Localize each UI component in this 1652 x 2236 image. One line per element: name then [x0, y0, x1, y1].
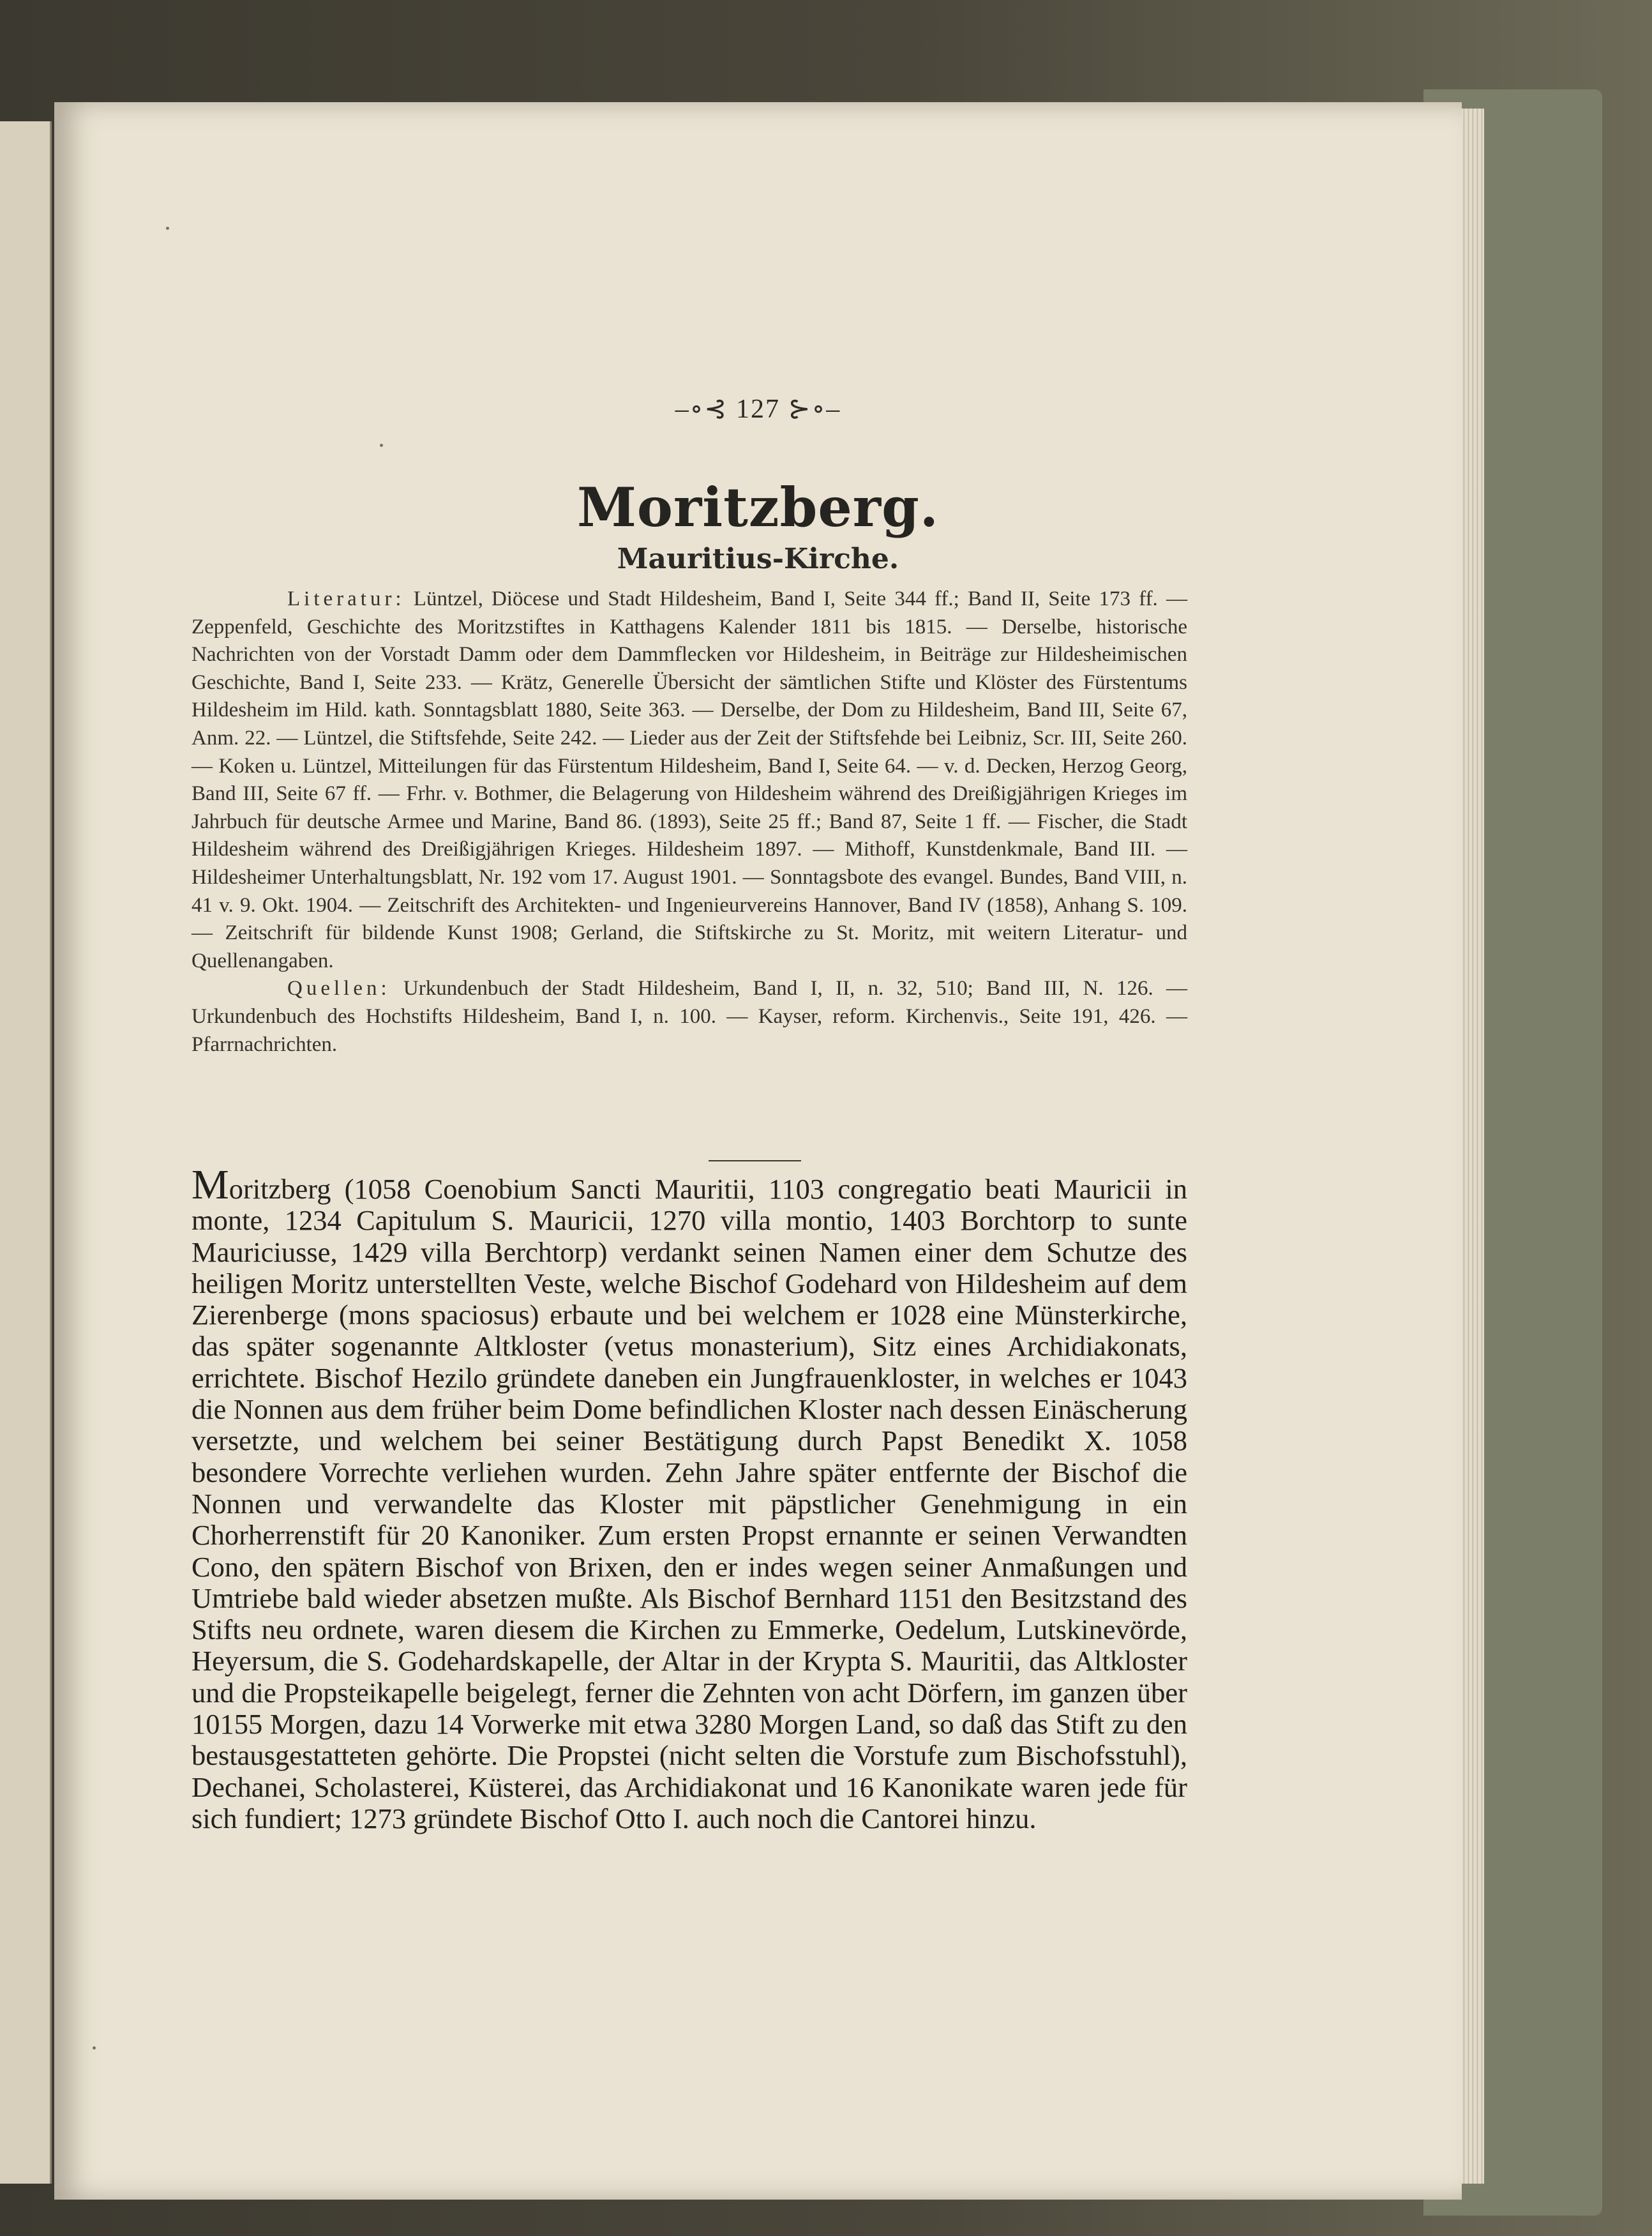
book-page: [54, 102, 1462, 2200]
page-subtitle: Mauritius-Kirche.: [617, 543, 899, 575]
page-number: –∘⊰ 127 ⊱∘–: [675, 395, 841, 424]
sources-label: Quellen:: [287, 977, 391, 1001]
initial-letter: M: [191, 1161, 229, 1208]
facing-page-edge: [0, 121, 52, 2184]
body-paragraph: [191, 1161, 1187, 1834]
body-text: [191, 1161, 1187, 1834]
body-paragraph-text: oritzberg (1058 Coenobium Sancti Mauritii, 1103 congregatio beati Mauricii in monte, 1234 Capitulum S. Mauricii, 1270 villa montio, 1403 Borchtorp to sunte Mauriciusse, 1429 villa Berchtorp) verdankt seinen Namen einer dem Schutze des heiligen Moritz unterstellten Veste, welche Bischof Godehard von Hildesheim auf dem Zierenberge (mons spaciosus) erbaute und bei welchem er 1028 eine Münsterkirche, das später sogenannte Altkloster (vetus monasterium), Sitz eines Archidiakonats, errichtete. Bischof Hezilo gründete daneben ein Jungfrauenkloster, in welches er 1043 die Nonnen aus dem früher beim Dome befindlichen Kloster nach dessen Einäscherung versetzte, und welchem bei seiner Bestätigung durch Papst Benedikt X. 1058 besondere Vorrechte verliehen wurden. Zehn Jahre später entfernte der Bischof die Nonnen und verwandelte das Kloster mit päpstlicher Genehmigung in ein Chorherrenstift für 20 Kanoniker. Zum ersten Propst ernannte er seinen Verwandten Cono, den spätern Bischof von Brixen, den er indes wegen seiner Anmaßungen und Umtriebe bald wieder absetzen mußte. Als Bischof Bernhard 1151 den Besitzstand des Stifts neu ordnete, waren diesem die Kirchen zu Emmerke, Oedelum, Lutskinevörde, Heyersum, die S. Godehardskapelle, der Altar in der Krypta S. Mauritii, das Altkloster und die Propsteikapelle beigelegt, ferner die Zehnten von acht Dörfern, im ganzen über 10155 Morgen, dazu 14 Vorwerke mit etwa 3280 Morgen Land, so daß das Stift zu den bestausgestatteten gehörte. Die Propstei (nicht selten die Vorstufe zum Bischofsstuhl), Dechanei, Scholasterei, Küsterei, das Archidiakonat und 16 Kanonikate waren jede für sich fundiert; 1273 gründete Bischof Otto I. auch noch die Cantorei hinzu.: [191, 1173, 1187, 1834]
page-title: Moritzberg.: [576, 476, 940, 539]
sources-text: Urkundenbuch der Stadt Hildesheim, Band I, II, n. 32, 510; Band III, N. 126. — Urkundenbuch des Hochstifts Hildesheim, Band I, n. 100. — Kayser, reform. Kirchenvis., Seite 191, 426. — Pfarrnachrichten.: [191, 977, 1187, 1056]
literature-paragraph: [191, 585, 1187, 975]
bibliography-block: [191, 585, 1187, 1059]
literature-label: Literatur:: [287, 587, 405, 610]
literature-text: Lüntzel, Diöcese und Stadt Hildesheim, Band I, Seite 344 ff.; Band II, Seite 173 ff. — Zeppenfeld, Geschichte des Moritzstiftes in Katthagens Kalender 1811 bis 1815. — Derselbe, historische Nachrichten von der Vorstadt Damm oder dem Dammflecken vor Hildesheim, in Beiträge zur Hildesheimischen Geschichte, Band I, Seite 233. — Krätz, Generelle Übersicht der sämtlichen Stifte und Klöster des Fürstentums Hildesheim im Hild. kath. Sonntagsblatt 1880, Seite 363. — Derselbe, der Dom zu Hildesheim, Band III, Seite 67, Anm. 22. — Lüntzel, die Stiftsfehde, Seite 242. — Lieder aus der Zeit der Stiftsfehde bei Leibniz, Scr. III, Seite 260. — Koken u. Lüntzel, Mitteilungen für das Fürstentum Hildesheim, Band I, Seite 64. — v. d. Decken, Herzog Georg, Band III, Seite 67 ff. — Frhr. v. Bothmer, die Belagerung von Hildesheim während des Dreißigjährigen Krieges im Jahrbuch für deutsche Armee und Marine, Band 86. (1893), Seite 25 ff.; Band 87, Seite 1 ff. — Fischer, die Stadt Hildesheim während des Dreißigjährigen Krieges. Hildesheim 1897. — Mithoff, Kunstdenkmale, Band III. — Hildesheimer Unterhaltungsblatt, Nr. 192 vom 17. August 1901. — Sonntagsbote des evangel. Bundes, Band VIII, n. 41 v. 9. Okt. 1904. — Zeitschrift des Architekten- und Ingenieurvereins Hannover, Band IV (1858), Anhang S. 109. — Zeitschrift für bildende Kunst 1908; Gerland, die Stiftskirche zu St. Moritz, mit weitern Literatur- und Quellenangaben.: [191, 587, 1187, 972]
sources-paragraph: [191, 975, 1187, 1059]
paper-speck: [93, 2046, 96, 2050]
section-divider: [709, 1160, 801, 1161]
paper-speck: [166, 227, 169, 230]
paper-speck: [380, 444, 383, 447]
